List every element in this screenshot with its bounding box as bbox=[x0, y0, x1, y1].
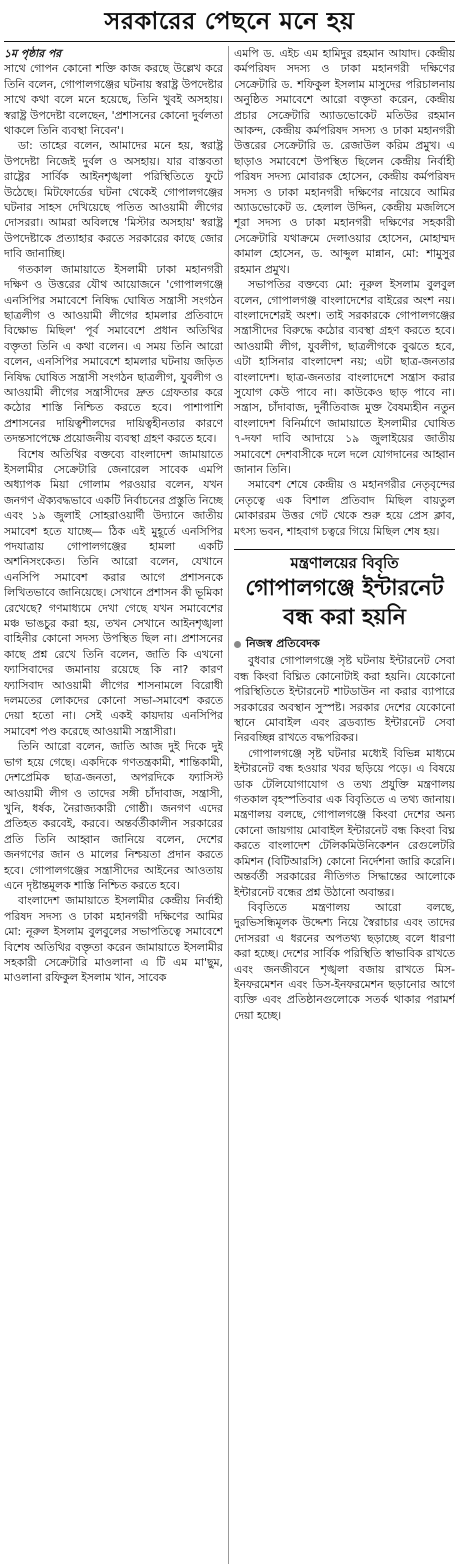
byline-text: নিজস্ব প্রতিবেদক bbox=[246, 637, 320, 650]
article-paragraph: বিশেষ অতিথির বক্তব্যে বাংলাদেশ জামায়াতে ইসলামীর সেক্রেটারি জেনারেল সাবেক এমপি অধ্যাপক মিয়া গোলাম পরওয়ার বলেন, যখন জনগণ ঐক্যবদ্ধভাবে একটি নির্বাচনের প্রস্তুতি নিচ্ছে এবং ১৯ জুলাই সোহরাওয়ার্দী উদ্যানে জাতীয় সমাবেশ হতে যাচ্ছে— ঠিক এই মুহূর্তে এনসিপির পদযাত্রায় গোপালগঞ্জের হামলা একটি অশনিসংকেত। তিনি আরো বলেন, যেখানে এনসিপি সমাবেশ করার আগে প্রশাসনকে লিখিতভাবে জানিয়েছে। সেখানে প্রশাসন কী ভূমিকা রেখেছে? গণমাধ্যমে দেখা গেছে যখন সমাবেশের মঞ্চ ভাঙচুর করা হয়, তখন সেখানে আইনশৃঙ্খলা বাহিনীর কোনো সদস্য উপস্থিত ছিল না। প্রশাসনের কাছে প্রশ্ন রেখে তিনি বলেন, জাতি কি এখনো ফ্যাসিবাদের জমানায় রয়েছে কি না? কারণ ফ্যাসিবাদ আওয়ামী লীগের শাসনামলে বিরোধী দলমতের লোকদের কোনো সভা-সমাবেশ করতে দেয়া হতো না। সেই একই কায়দায় এনসিপির সমাবেশ পণ্ড করেছে আওয়ামী সন্ত্রাসীরা। bbox=[4, 447, 223, 738]
sidebar-story-title-line: গোপালগঞ্জে ইন্টারনেট bbox=[245, 576, 444, 601]
article-paragraph: গতকাল জামায়াতে ইসলামী ঢাকা মহানগরী দক্ষিণ ও উত্তরের যৌথ আয়োজনে 'গোপালগঞ্জে এনসিপির সমাবেশে নিষিদ্ধ ঘোষিত সন্ত্রাসী সংগঠন ছাত্রলীগ ও আওয়ামী লীগের হামলার প্রতিবাদে বিক্ষোভ মিছিল' পূর্ব সমাবেশে প্রধান অতিথির বক্তৃতা তিনি এ কথা বলেন। এ সময় তিনি আরো বলেন, এনসিপির সমাবেশে হামলার ঘটনায় জড়িত নিষিদ্ধ ঘোষিত সন্ত্রাসী সংগঠন ছাত্রলীগ, যুবলীগ ও আওয়ামী লীগের সন্ত্রাসীদের দ্রুত গ্রেফতার করে কঠোর শাস্তি নিশ্চিত করতে হবে। পাশাপাশি প্রশাসনের দায়িত্বশীলদের দায়িত্বহীনতার কারণে তদন্তসাপেক্ষে প্রয়োজনীয় ব্যবস্থা গ্রহণ করতে হবে। bbox=[4, 262, 223, 446]
sidebar-story bbox=[234, 549, 455, 1023]
article-paragraph: সমাবেশ শেষে কেন্দ্রীয় ও মহানগরীর নেতৃবৃন্দের নেতৃত্বে এক বিশাল প্রতিবাদ মিছিল বায়তুল মোকাররম উত্তর গেট থেকে শুরু হয়ে প্রেস ক্লাব, মৎস্য ভবন, শাহবাগ চত্বরে গিয়ে মিছিল শেষ হয়। bbox=[234, 478, 455, 538]
sidebar-story-byline bbox=[234, 636, 455, 651]
article-paragraph: এমপি ড. এইচ এম হামিদুর রহমান আযাদ। কেন্দ্রীয় কর্মপরিষদ সদস্য ও ঢাকা মহানগরী দক্ষিণের সেক্রেটারি ড. শফিকুল ইসলাম মাসুদের পরিচালনায় অনুষ্ঠিত সমাবেশে আরো বক্তৃতা করেন, কেন্দ্রীয় প্রচার সেক্রেটারি অ্যাডভোকেট মতিউর রহমান আকন্দ, কেন্দ্রীয় কর্মপরিষদ সদস্য ও ঢাকা মহানগরী উত্তরের সেক্রেটারি ড. রেজাউল করিম প্রমুখ। এ ছাড়াও সমাবেশে উপস্থিত ছিলেন কেন্দ্রীয় নির্বাহী পরিষদ সদস্য মোবারক হোসেন, কেন্দ্রীয় কর্মপরিষদ সদস্য ও ঢাকা মহানগরী দক্ষিণের নায়েবে আমির অ্যাডভোকেট ড. হেলাল উদ্দিন, কেন্দ্রীয় মজলিসে শূরা সদস্য ও ঢাকা মহানগরী দক্ষিণের সহকারী সেক্রেটারি যথাক্রমে দেলাওয়ার হোসেন, মোহাম্মদ কামাল হোসেন, ড. আব্দুল মান্নান, মো: শামুসুর রহমান প্রমুখ। bbox=[234, 47, 455, 276]
bullet-icon bbox=[234, 641, 241, 648]
sidebar-story-kicker: মন্ত্রণালয়ের বিবৃতি bbox=[290, 554, 399, 572]
article-paragraph: সভাপতির বক্তব্যে মো: নূরুল ইসলাম বুলবুল বলেন, গোপালগঞ্জ বাংলাদেশের বাইরের অংশ নয়। বাংলাদেশেরই অংশ। তাই সরকারকে গোপালগঞ্জের সন্ত্রাসীদের বিরুদ্ধে কঠোর ব্যবস্থা গ্রহণ করতে হবে। আওয়ামী লীগ, যুবলীগ, ছাত্রলীগকে বুঝতে হবে, এটা হাসিনার বাংলাদেশ নয়; এটা ছাত্র-জনতার বাংলাদেশ। ছাত্র-জনতার বাংলাদেশে সন্ত্রাস করার সুযোগ কেউ পাবে না। কাউকেও ছাড় পাবে না। সন্ত্রাস, চাঁদাবাজ, দুর্নীতিবাজ মুক্ত বৈষম্যহীন নতুন বাংলাদেশ বিনির্মাণে জামায়াতে ইসলামীর ঘোষিত ৭-দফা দাবি আদায়ে ১৯ জুলাইয়ের জাতীয় সমাবেশে দেশবাসীকে দলে দলে যোগদানের আহ্বান জানান তিনি। bbox=[234, 278, 455, 476]
sidebar-story-paragraph: বিবৃতিতে মন্ত্রণালয় আরো বলছে, দুরভিসন্ধিমূলক উদ্দেশ্য নিয়ে স্বৈরাচার এবং তাদের দোসররা এ ধরনের অপতথ্য ছড়াচ্ছে বলে ধারণা করা হচ্ছে। দেশের সার্বিক পরিস্থিতি স্বাভাবিক রাখতে এবং জনজীবনে শৃঙ্খলা বজায় রাখতে মিস-ইনফরমেশন এবং ডিস-ইনফরমেশন ছড়ানোর আগে ব্যক্তি এবং প্রতিষ্ঠানগুলোকে সতর্ক থাকার পরামর্শ দেয়া হচ্ছে। bbox=[234, 900, 455, 1022]
sidebar-story-paragraph: গোপালগঞ্জে সৃষ্ট ঘটনার মধ্যেই বিভিন্ন মাধ্যমে ইন্টারনেট বন্ধ হওয়ার খবর ছড়িয়ে পড়ে। এ বিষয়ে ডাক টেলিযোগাযোগ ও তথ্য প্রযুক্তি মন্ত্রণালয় গতকাল বৃহস্পতিবার এক বিবৃতিতে এ তথ্য জানায়। মন্ত্রণালয় বলছে, গোপালগঞ্জে কিংবা দেশের অন্য কোনো জায়গায় মোবাইল ইন্টারনেট বন্ধ কিংবা বিঘ্ন করতে বাংলাদেশ টেলিকমিউনিকেশন রেগুলেটরি কমিশন (বিটিআরসি) কোনো নির্দেশনা জারি করেনি। অন্তর্বর্তী সরকারের নীতিগত সিদ্ধান্তের আলোকে ইন্টারনেট বন্ধের প্রশ্ন উঠানো অবান্তর। bbox=[234, 746, 455, 899]
article-paragraph: তিনি আরো বলেন, জাতি আজ দুই দিকে দুই ভাগ হয়ে গেছে। একদিকে গণতন্ত্রকামী, শান্তিকামী, দেশপ্রেমিক ছাত্র-জনতা, অপরদিকে ফ্যাসিস্ট আওয়ামী লীগ ও তাদের সঙ্গী চাঁদাবাজ, সন্ত্রাসী, খুনি, ধর্ষক, নৈরাজ্যকারী গোষ্ঠী। জনগণ এদের প্রতিহত করবেই, করবে। অন্তর্বর্তীকালীন সরকারের প্রতি তিনি আহ্বান জানিয়ে বলেন, দেশের জনগণের জান ও মালের নিশ্চয়তা প্রদান করতে হবে। গোপালগঞ্জের সন্ত্রাসীদের আইনের আওতায় এনে দৃষ্টান্তমূলক শাস্তি নিশ্চিত করতে হবে। bbox=[4, 740, 223, 892]
column-divider bbox=[228, 46, 229, 1564]
headline-rule bbox=[4, 41, 455, 42]
article-paragraph: বাংলাদেশ জামায়াতে ইসলামীর কেন্দ্রীয় নির্বাহী পরিষদ সদস্য ও ঢাকা মহানগরী দক্ষিণের আমির মো: নূরুল ইসলাম বুলবুলের সভাপতিত্বে সমাবেশে বিশেষ অতিথির বক্তৃতা করেন জামায়াতে ইসলামীর সহকারী সেক্রেটারি মাওলানা এ টি এম মা'ছুম, মাওলানা রফিকুল ইসলাম খান, সাবেক bbox=[4, 894, 223, 985]
article-paragraph: ডা: তাহের বলেন, আমাদের মনে হয়, স্বরাষ্ট্র উপদেষ্টা নিজেই দুর্বল ও অসহায়। যার বাস্তবতা রাষ্ট্রের সার্বিক আইনশৃঙ্খলা পরিস্থিতিতে ফুটে উঠেছে। মিটফোর্ডের ঘটনা থেকেই গোপালগঞ্জের ঘটনার সাহস দেখিয়েছে পতিত আওয়ামী লীগের দোসররা। আমরা অবিলম্বে 'মিস্টার অসহায়' স্বরাষ্ট্র উপদেষ্টাকে প্রত্যাহার করতে সরকারের কাছে জোর দাবি জানাচ্ছি। bbox=[4, 139, 223, 261]
continued-from-label: ১ম পৃষ্ঠার পর bbox=[4, 47, 62, 60]
article-column-right bbox=[234, 46, 455, 1564]
page-headline: সরকারের পেছনে মনে হয় bbox=[104, 7, 355, 35]
sidebar-story-title-line: বন্ধ করা হয়নি bbox=[283, 605, 406, 630]
sidebar-story-paragraph: বুধবার গোপালগঞ্জে সৃষ্ট ঘটনায় ইন্টারনেট সেবা বন্ধ কিংবা বিঘ্নিত কোনোটাই করা হয়নি। যেকোনো পরিস্থিতিতে ইন্টারনেট শাটডাউন না করার ব্যাপারে সরকারের অবস্থান সুস্পষ্ট। সরকার দেশের যেকোনো স্থানে মোবাইল এবং ব্রডব্যান্ড ইন্টারনেট সেবা নিরবচ্ছিন্ন রাখতে বদ্ধপরিকর। bbox=[234, 654, 455, 745]
sidebar-story-title bbox=[234, 574, 455, 632]
article-paragraph: সাথে গোপন কোনো শক্তি কাজ করছে উল্লেখ করে তিনি বলেন, গোপালগঞ্জের ঘটনায় স্বরাষ্ট্র উপদেষ্টার সাথে কথা বলে মনে হয়েছে, তিনি খুবই অসহায়। স্বরাষ্ট্র উপদেষ্টা বলেছেন, 'প্রশাসনের কোনো দুর্বলতা থাকলে তিনি ব্যবস্থা নিবেন'। bbox=[4, 62, 223, 138]
article-column-left bbox=[4, 46, 223, 1564]
